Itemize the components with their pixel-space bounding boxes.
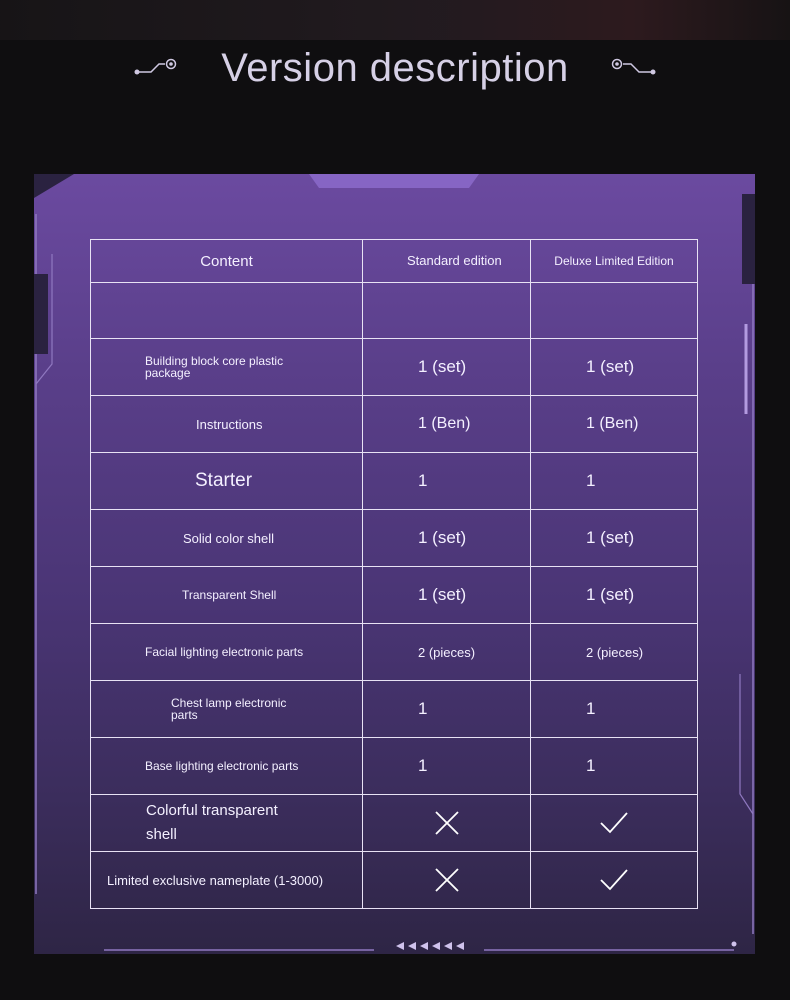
table-row — [91, 567, 698, 624]
table-row — [91, 339, 698, 396]
circuit-left-icon — [133, 58, 183, 78]
table-row — [91, 795, 698, 852]
deluxe-cell: 1 — [531, 453, 698, 510]
standard-cell: 1 (set) — [363, 339, 531, 396]
item-cell: Instructions — [91, 396, 363, 453]
standard-cell: 1 — [363, 453, 531, 510]
header-standard: Standard edition — [363, 240, 531, 283]
standard-cell: 1 (set) — [363, 567, 531, 624]
table-row — [91, 738, 698, 795]
item-cell: Starter — [91, 453, 363, 510]
table-row — [91, 283, 698, 339]
item-cell: Base lighting electronic parts — [91, 738, 363, 795]
table-header-row — [91, 240, 698, 283]
deluxe-cell: 1 — [531, 681, 698, 738]
deluxe-cell: 2 (pieces) — [531, 624, 698, 681]
page-title: Version description — [221, 46, 569, 90]
standard-cell: 1 — [363, 681, 531, 738]
deluxe-cell: 1 (set) — [531, 510, 698, 567]
deluxe-cell — [531, 795, 698, 852]
deluxe-cell: 1 — [531, 738, 698, 795]
version-comparison-table — [90, 239, 698, 909]
item-cell: Facial lighting electronic parts — [91, 624, 363, 681]
standard-cell — [363, 283, 531, 339]
standard-cell: 1 (Ben) — [363, 396, 531, 453]
item-cell — [91, 283, 363, 339]
header-deluxe: Deluxe Limited Edition — [531, 240, 698, 283]
check-icon — [599, 868, 629, 892]
item-cell: Transparent Shell — [91, 567, 363, 624]
standard-cell: 2 (pieces) — [363, 624, 531, 681]
item-cell: Chest lamp electronic parts — [91, 681, 363, 738]
table-row — [91, 510, 698, 567]
table-row — [91, 396, 698, 453]
deluxe-cell: 1 (set) — [531, 567, 698, 624]
deluxe-cell — [531, 852, 698, 909]
item-cell: Building block core plastic package — [91, 339, 363, 396]
cross-icon — [434, 810, 460, 836]
circuit-right-icon — [607, 58, 657, 78]
table-row — [91, 624, 698, 681]
item-cell: Colorful transparent shell — [91, 795, 363, 852]
table-row — [91, 453, 698, 510]
header — [0, 38, 790, 98]
cross-icon — [434, 867, 460, 893]
item-cell: Solid color shell — [91, 510, 363, 567]
item-cell: Limited exclusive nameplate (1-3000) — [91, 852, 363, 909]
standard-cell: 1 (set) — [363, 510, 531, 567]
standard-cell: 1 — [363, 738, 531, 795]
table-row — [91, 852, 698, 909]
deluxe-cell — [531, 283, 698, 339]
standard-cell — [363, 852, 531, 909]
standard-cell — [363, 795, 531, 852]
version-panel — [34, 174, 755, 954]
check-icon — [599, 811, 629, 835]
table-row — [91, 681, 698, 738]
deluxe-cell: 1 (Ben) — [531, 396, 698, 453]
deluxe-cell: 1 (set) — [531, 339, 698, 396]
header-content: Content — [91, 240, 363, 283]
top-glow — [0, 0, 790, 40]
